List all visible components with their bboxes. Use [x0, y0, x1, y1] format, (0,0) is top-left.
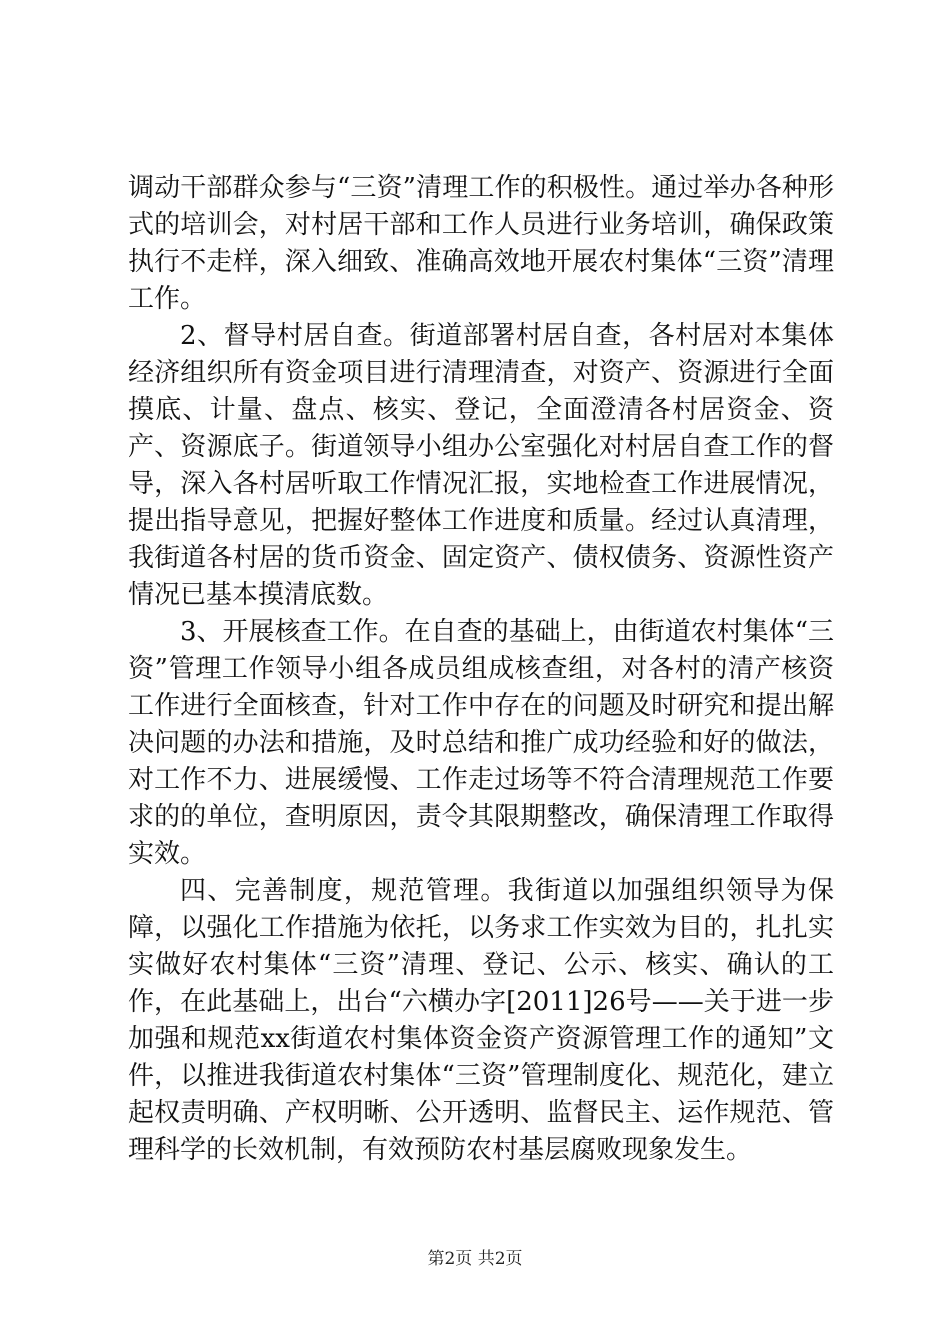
- paragraph-1: 调动干部群众参与“三资”清理工作的积极性。通过举办各种形式的培训会，对村居干部和工作人员进行业务培训，确保政策执行不走样，深入细致、准确高效地开展农村集体“三资”清理工作。: [128, 173, 834, 314]
- paragraph-3: 3、开展核查工作。在自查的基础上，由街道农村集体“三资”管理工作领导小组各成员组成核查组，对各村的清产核资工作进行全面核查，针对工作中存在的问题及时研究和提出解决问题的办法和措施，及时总结和推广成功经验和好的做法，对工作不力、进展缓慢、工作走过场等不符合清理规范工作要求的的单位，查明原因，责令其限期整改，确保清理工作取得实效。: [128, 617, 834, 869]
- paragraph-4: 四、完善制度，规范管理。我街道以加强组织领导为保障，以强化工作措施为依托，以务求工作实效为目的，扎扎实实做好农村集体“三资”清理、登记、公示、核实、确认的工作，在此基础上，出台“六横办字[2011]26号——关于进一步加强和规范xx街道农村集体资金资产资源管理工作的通知”文件，以推进我街道农村集体“三资”管理制度化、规范化，建立起权责明确、产权明晰、公开透明、监督民主、运作规范、管理科学的长效机制，有效预防农村基层腐败现象发生。: [128, 876, 834, 1165]
- page-footer: [0, 1244, 950, 1269]
- document-body: [128, 170, 834, 1169]
- page-number-label: 第2页 共2页: [427, 1249, 523, 1269]
- paragraph-2: 2、督导村居自查。街道部署村居自查，各村居对本集体经济组织所有资金项目进行清理清查，对资产、资源进行全面摸底、计量、盘点、核实、登记，全面澄清各村居资金、资产、资源底子。街道领导小组办公室强化对村居自查工作的督导，深入各村居听取工作情况汇报，实地检查工作进展情况，提出指导意见，把握好整体工作进度和质量。经过认真清理，我街道各村居的货币资金、固定资产、债权债务、资源性资产情况已基本摸清底数。: [128, 321, 834, 610]
